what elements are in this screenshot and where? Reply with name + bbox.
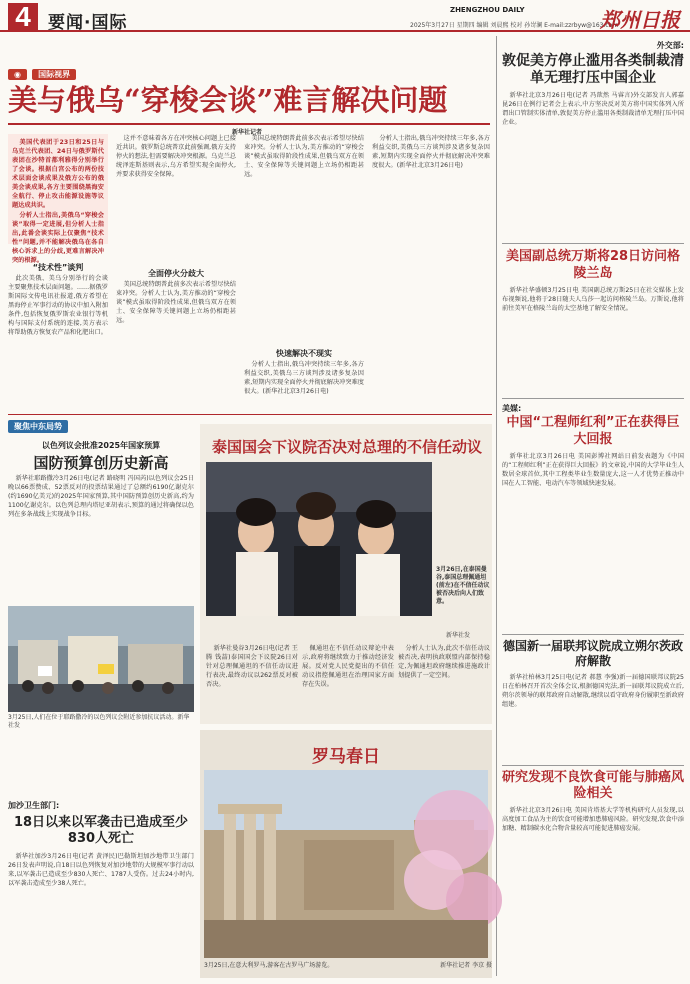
right-column bbox=[502, 40, 684, 902]
focus-tag: 聚焦中东局势 bbox=[8, 420, 68, 433]
protest-photo bbox=[8, 606, 194, 712]
lead-col-6: 分析人士指出,俄乌冲突持续三年多,各方利益交织,美俄乌三方谈判涉及诸多复杂因素,短期内实现全面停火并彻底解决冲突难度很大。(新华社北京3月26日电) bbox=[372, 135, 490, 169]
article-4-body: 新华社柏林3月25日电(记者 郝慧 李强)新一届德国联邦议院25日在柏林召开首次全体会议,根据德国宪法,新一届联邦议院成立后,朔尔茨领导的联邦政府自动解散,继续以看守政府身份履职至新政府组建。 bbox=[502, 674, 684, 708]
thailand-body-2: 佩通坦在不信任动议辩论中表示,政府将继续致力于推动经济发展。反对党人民党提出的不信任动议指控佩通坦在治理国家方面存在失误。 bbox=[302, 645, 394, 688]
article-2-body: 新华社华盛顿3月25日电 美国副总统万斯25日在社交媒体上发布视频说,他将于28日随夫人乌莎一起访问格陵兰岛。万斯说,他将前往美军在格陵兰岛的太空基地了解安全情况。 bbox=[502, 287, 684, 312]
article-1-body: 新华社北京3月26日电(记者 冯歆然 马睿言)外交部发言人郭嘉昆26日在例行记者会上表示,中方坚决反对美方将中国实体列入所谓出口管制实体清单,敦促美方停止滥用各类制裁清单无理打压中国企业。 bbox=[502, 92, 684, 126]
lead-byline: 新华社记者 bbox=[232, 129, 263, 136]
lead-col-5: 分析人士指出,俄乌冲突持续三年多,各方利益交织,美俄乌三方谈判涉及诸多复杂因素,短期内实现全面停火并彻底解决冲突难度很大。(新华社北京3月26日电) bbox=[244, 361, 364, 395]
article-2-title: 美国副总统万斯将28日访问格陵兰岛 bbox=[505, 249, 681, 281]
divider bbox=[502, 765, 684, 766]
article-3-title: 中国“工程师红利”正在获得巨大回报 bbox=[506, 415, 680, 447]
thailand-body-3: 分析人士认为,此次不信任动议被否决,表明执政联盟内部保持稳定,为佩通坦政府继续推进施政计划提供了一定空间。 bbox=[398, 645, 490, 679]
rome-title: 罗马春日 bbox=[312, 747, 380, 767]
date-line: 2025年3月27日 星期四 编辑 刘晨熙 校对 孙岢澜 E-mail:zzrbyw@163.com bbox=[410, 22, 619, 29]
thailand-side-credit: 新华社发 bbox=[446, 632, 471, 639]
article-1-title: 敦促美方停止滥用各类制裁清单无理打压中国企业 bbox=[502, 53, 684, 86]
thailand-body-1: 新华社曼谷3月26日电(记者 王腾 钱喆)泰国国会下议院26日对针对总理佩通坦的不信任动议进行表决,最终动议以262票反对被否决。 bbox=[206, 645, 298, 688]
rome-caption: 3月25日,在意大利罗马,游客在古罗马广场游览。 bbox=[204, 962, 334, 969]
gaza-kicker: 加沙卫生部门: bbox=[8, 801, 60, 810]
lead-summary-box bbox=[8, 134, 108, 264]
lead-tag bbox=[8, 62, 76, 81]
page-number: 4 bbox=[8, 3, 38, 31]
lead-summary: 美国代表团于23日和25日与乌克兰代表团、24日与俄罗斯代表团在沙特首都利雅得分别举行了会谈。根据白宫公布的两份技术层面会谈成果及俄方公布的俄美会谈成果,各方主要围绕黑海安全航行、停止攻击能源设施等议题达成共识。 分析人士指出,美俄乌“穿梭会谈”取得一定进展,但分析人士指出,此番会谈实际上仅聚焦“技术性”问题,并不能解决俄乌在各自核心诉求上的分歧,更难言解决冲突的根源。 bbox=[12, 139, 104, 264]
thailand-side-caption: 3月26日,在泰国曼谷,泰国总理佩通坦(前左)在不信任动议被否决后向人们致意。 bbox=[436, 566, 490, 605]
column-divider bbox=[496, 36, 497, 976]
article-3-kicker: 美媒: bbox=[502, 404, 522, 413]
section-name: 要闻·国际 bbox=[48, 13, 128, 33]
lead-col-2: 这并不意味着各方在冲突核心问题上已接近共识。俄罗斯总统普京此前强调,俄方支持停火的想法,但需要解决冲突根源。乌克兰总统泽连斯基则表示,乌方希望实现全面停火,并要求获得安全保障。 bbox=[116, 135, 236, 178]
globe-icon: ◉ bbox=[8, 69, 27, 80]
divider bbox=[502, 243, 684, 244]
focus-body: 新华社耶路撒冷3月26日电(记者 路晓明 冯国芮)以色列议会25日晚以66票赞成、52票反对的投票结果通过了总额约6190亿谢克尔(约1690亿美元)的2025年国家预算,其中国防预算创历史新高,约为1100亿谢克尔。以色列总理内塔尼亚胡表示,预算的通过将确保以色列在多条战线上实现战争目标。 bbox=[8, 475, 194, 518]
paper-logo: 郑州日报 bbox=[600, 8, 680, 32]
lead-subhead-3: 快速解决不现实 bbox=[276, 349, 332, 358]
lead-col-4: 美国总统特朗普此前多次表示希望尽快结束冲突。分析人士认为,美方推动的“穿梭会谈”模式虽取得阶段性成果,但俄乌双方在领土、安全保障等关键问题上立场仍相距甚远。 bbox=[244, 135, 364, 178]
divider bbox=[502, 398, 684, 399]
lead-title: 美与俄乌“穿梭会谈”难言解决问题 bbox=[8, 83, 448, 117]
gaza-body: 新华社加沙3月26日电(记者 黄泽民)巴勒斯坦加沙地带卫生部门26日发表声明说,自18日以色列恢复对加沙地带的大规模军事行动以来,以军袭击已造成至少830人死亡、1787人受伤。过去24小时内,以军袭击造成至少38人死亡。 bbox=[8, 853, 194, 887]
thailand-photo bbox=[206, 462, 432, 616]
article-4-title: 德国新一届联邦议院成立朔尔茨政府解散 bbox=[502, 639, 683, 668]
gaza-title: 18日以来以军袭击已造成至少830人死亡 bbox=[13, 815, 189, 846]
article-3-body: 新华社北京3月26日电 美国彭博社网站日前发表题为《中国的“工程师红利”正在获得巨大回报》的文章说,中国的大学毕业生人数居全球首位,其中工程类毕业生数量庞大,这一人才优势正推动中国在人工智能、电动汽车等领域快速发展。 bbox=[502, 453, 684, 487]
rome-photo bbox=[204, 770, 488, 958]
protest-photo-caption: 3月25日,人们在位于耶路撒冷的以色列议会附近参加抗议活动。新华社发 bbox=[8, 714, 190, 729]
lead-rule bbox=[8, 123, 490, 125]
article-5-body: 新华社北京3月26日电 美国肯塔基大学等机构研究人员发现,以高度加工食品为主的饮食可能增加患肺癌风险。研究发现,饮食中添加糖、精制碳水化合物含量较高可能促进肺癌发展。 bbox=[502, 807, 684, 832]
lead-col-3: 美国总统特朗普此前多次表示希望尽快结束冲突。分析人士认为,美方推动的“穿梭会谈”模式虽取得阶段性成果,但俄乌双方在领土、安全保障等关键问题上立场仍相距甚远。 bbox=[116, 281, 236, 324]
divider bbox=[502, 634, 684, 635]
lead-subhead-2: 全面停火分歧大 bbox=[148, 269, 204, 278]
article-1-kicker: 外交部: bbox=[656, 41, 684, 50]
focus-title: 国防预算创历史新高 bbox=[33, 454, 169, 472]
lead-subhead-1: “技术性”谈判 bbox=[32, 263, 84, 272]
section-divider bbox=[8, 414, 492, 415]
article-5-title: 研究发现不良饮食可能与肺癌风险相关 bbox=[502, 770, 685, 801]
thailand-title: 泰国国会下议院否决对总理的不信任动议 bbox=[211, 438, 482, 456]
lead-col-1: 此次美俄、美乌分别举行的会谈主要聚焦技术层面问题。……据俄罗斯国际文传电讯社报道,俄方希望在黑海停止军事行动的协议中加入附加条件,包括恢复俄罗斯农业银行等机构与国际支付系统的连接,美方表示将帮助俄方恢复农产品和化肥出口。 bbox=[8, 275, 108, 336]
rome-credit: 新华社记者 李京 摄 bbox=[440, 962, 492, 969]
lead-tag-label: 国际视界 bbox=[32, 69, 76, 80]
paper-name-en: ZHENGZHOU DAILY bbox=[450, 6, 525, 14]
focus-kicker: 以色列议会批准2025年国家预算 bbox=[41, 441, 161, 450]
